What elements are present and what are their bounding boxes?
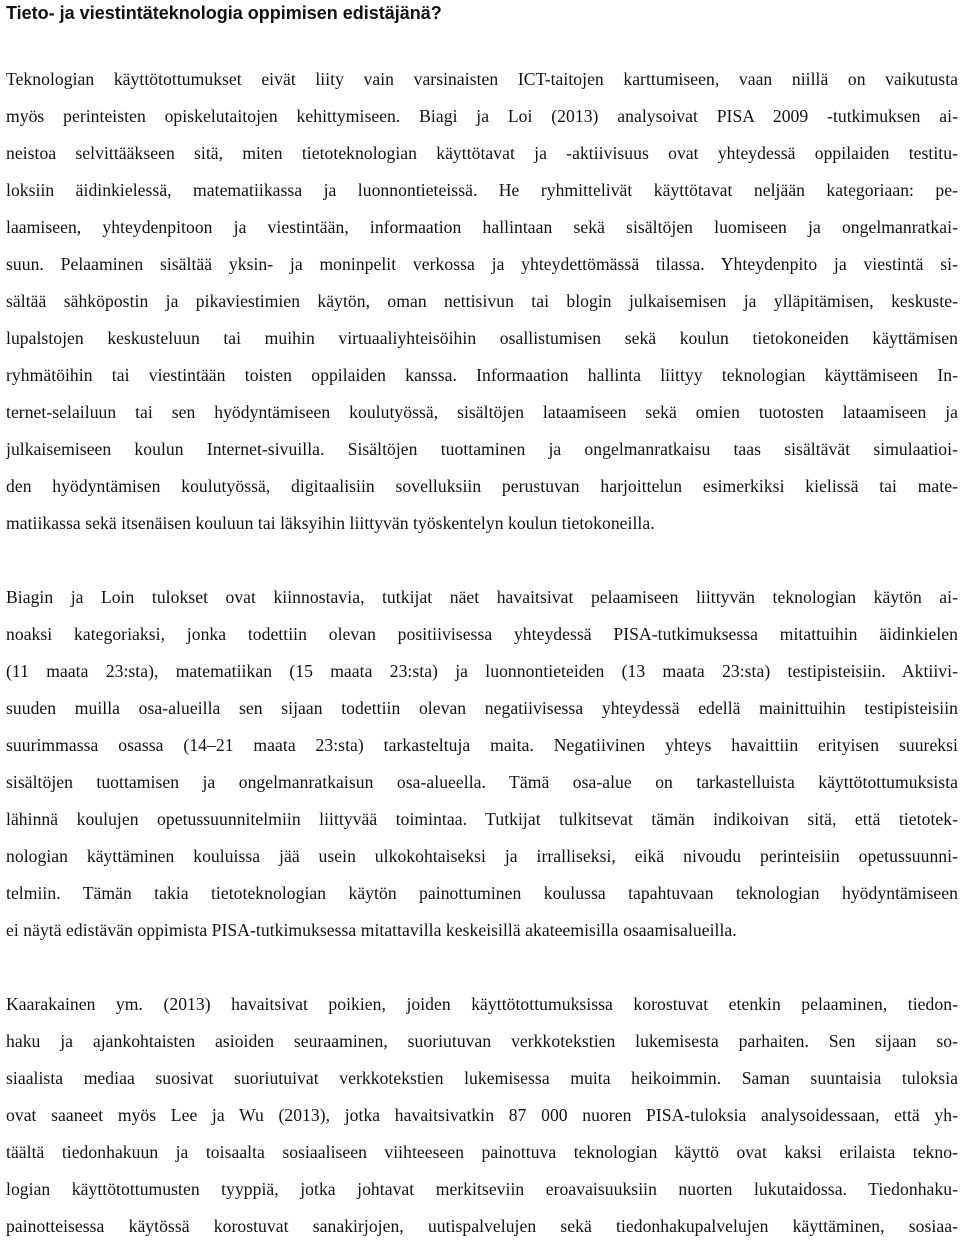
- paragraph: [6, 579, 958, 949]
- text-line: haku ja ajankohtaisten asioiden seuraaminen, suoriutuvan verkkotekstien lukemisesta parhaiten. Sen sijaan so-: [6, 1031, 958, 1051]
- text-line: matiikassa sekä itsenäisen kouluun tai läksyihin liittyvän työskentelyn koulun tietokoneilla.: [6, 513, 655, 533]
- section-heading: Tieto- ja viestintäteknologia oppimisen edistäjänä?: [6, 3, 442, 23]
- text-line: ryhmätöihin tai viestintään toisten oppilaiden kanssa. Informaation hallinta liittyy teknologian käyttämiseen In-: [6, 365, 958, 385]
- text-line: telmiin. Tämän takia tietoteknologian käytön painottuminen koulussa tapahtuvaan teknologian hyödyntämiseen: [6, 883, 958, 903]
- body-text: [6, 61, 958, 1245]
- text-line: suuden muilla osa-alueilla sen sijaan todettiin olevan negatiivisessa yhteydessä edellä mainittuihin testipisteisiin: [6, 698, 958, 718]
- text-line: Kaarakainen ym. (2013) havaitsivat poikien, joiden käyttötottumuksissa korostuvat etenkin pelaaminen, tiedon-: [6, 994, 958, 1014]
- text-line: laamiseen, yhteydenpitoon ja viestintään, informaation hallintaan sekä sisältöjen luomiseen ja ongelmanratkai-: [6, 217, 958, 237]
- text-line: siaalista mediaa suosivat suoriutuivat verkkotekstien lukemisessa muita heikoimmin. Saman suuntaisia tuloksia: [6, 1068, 958, 1088]
- text-line: Teknologian käyttötottumukset eivät liity vain varsinaisten ICT-taitojen karttumiseen, vaan niillä on vaikutusta: [6, 69, 958, 89]
- text-line: painotteisessa käytössä korostuvat sanakirjojen, uutispalvelujen sekä tiedonhakupalvelujen käyttäminen, sosiaa-: [6, 1216, 958, 1236]
- text-line: (11 maata 23:sta), matematiikan (15 maata 23:sta) ja luonnontieteiden (13 maata 23:sta) testipisteisiin. Aktiivi-: [6, 661, 958, 681]
- text-line: lupalstojen keskusteluun tai muihin virtuaaliyhteisöihin osallistumisen sekä koulun tietokoneiden käyttämisen: [6, 328, 958, 348]
- text-line: nologian käyttäminen kouluissa jää usein ulkokohtaiseksi ja irralliseksi, eikä nivoudu perinteisiin opetussuunni-: [6, 846, 958, 866]
- text-line: neistoa selvittääkseen sitä, miten tietoteknologian käyttötavat ja -aktiivisuus ovat yhteydessä oppilaiden testitu-: [6, 143, 958, 163]
- text-line: suurimmassa osassa (14–21 maata 23:sta) tarkasteltuja maita. Negatiivinen yhteys havaittiin erityisen suureksi: [6, 735, 958, 755]
- text-line: julkaisemiseen koulun Internet-sivuilla. Sisältöjen tuottaminen ja ongelmanratkaisu taas sisältävät simulaatioi-: [6, 439, 958, 459]
- text-line: myös perinteisten opiskelutaitojen kehittymiseen. Biagi ja Loi (2013) analysoivat PISA 2009 -tutkimuksen ai-: [6, 106, 958, 126]
- paragraph: [6, 61, 958, 542]
- text-line: suun. Pelaaminen sisältää yksin- ja moninpelit verkossa ja yhteydettömässä tilassa. Yhteydenpito ja viestintä si-: [6, 254, 958, 274]
- text-line: loksiin äidinkielessä, matematiikassa ja luonnontieteissä. He ryhmittelivät käyttötavat neljään kategoriaan: pe-: [6, 180, 958, 200]
- text-line: den hyödyntämisen koulutyössä, digitaalisiin sovelluksiin perustuvan harjoittelun esimerkiksi kielissä tai mate-: [6, 476, 958, 496]
- text-line: noaksi kategoriaksi, jonka todettiin olevan positiivisessa yhteydessä PISA-tutkimuksessa mitattuihin äidinkielen: [6, 624, 958, 644]
- document-page: [6, 0, 958, 1245]
- text-line: sältää sähköpostin ja pikaviestimien käytön, oman nettisivun tai blogin julkaisemisen ja ylläpitämisen, keskuste-: [6, 291, 958, 311]
- paragraph: [6, 986, 958, 1245]
- text-line: ovat saaneet myös Lee ja Wu (2013), jotka havaitsivatkin 87 000 nuoren PISA-tuloksia analysoidessaan, että yh-: [6, 1105, 958, 1125]
- text-line: Biagin ja Loin tulokset ovat kiinnostavia, tutkijat näet havaitsivat pelaamiseen liittyvän teknologian käytön ai-: [6, 587, 958, 607]
- text-line: lähinnä koulujen opetussuunnitelmiin liittyvää toimintaa. Tutkijat tulkitsevat tämän indikoivan sitä, että tietotek-: [6, 809, 958, 829]
- text-line: logian käyttötottumusten tyyppiä, jotka johtavat merkitseviin eroavaisuuksiin nuorten lukutaidossa. Tiedonhaku-: [6, 1179, 958, 1199]
- text-line: täältä tiedonhakuun ja toisaalta sosiaaliseen viihteeseen painottuva teknologian käyttö ovat kaksi erilaista tekno-: [6, 1142, 958, 1162]
- text-line: ternet-selailuun tai sen hyödyntämiseen koulutyössä, sisältöjen lataamiseen sekä omien tuotosten lataamiseen ja: [6, 402, 958, 422]
- text-line: ei näytä edistävän oppimista PISA-tutkimuksessa mitattavilla keskeisillä akateemisilla osaamisalueilla.: [6, 920, 737, 940]
- text-line: sisältöjen tuottamisen ja ongelmanratkaisun osa-alueella. Tämä osa-alue on tarkastelluista käyttötottumuksista: [6, 772, 958, 792]
